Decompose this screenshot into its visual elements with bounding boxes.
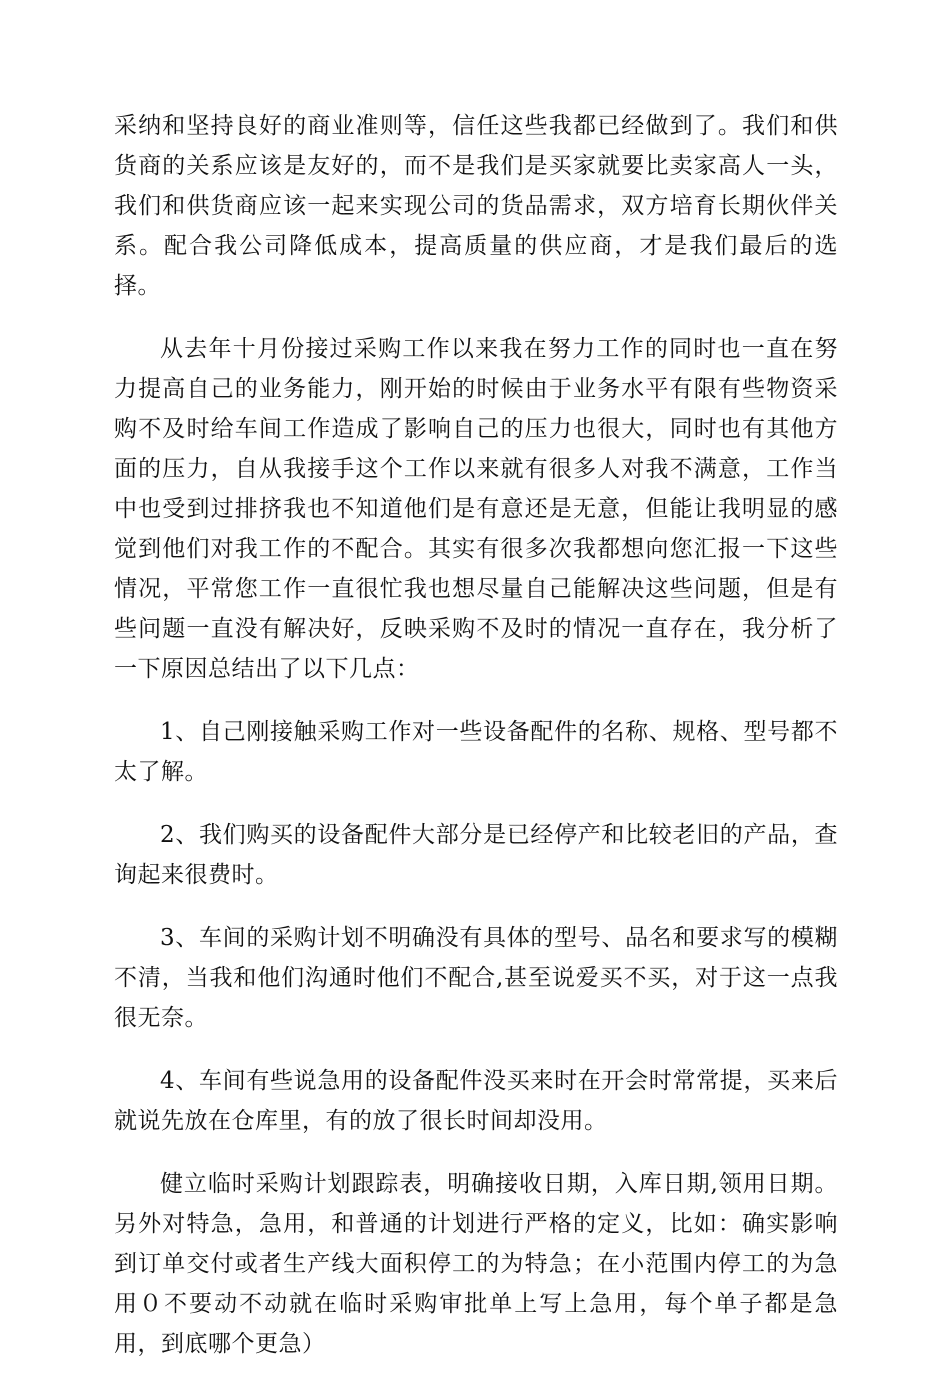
list-item-point-1: 1、自己刚接触采购工作对一些设备配件的名称、规格、型号都不太了解。 [114, 719, 838, 785]
document-body [114, 106, 838, 1387]
paragraph-tracking-plan: 健立临时采购计划跟踪表，明确接收日期，入库日期,领用日期。另外对特急，急用，和普通的计划进行严格的定义，比如：确实影响到订单交付或者生产线大面积停工的为特急；在小范围内停工的为急用０不要动不动就在临时采购审批单上写上急用，每个单子都是急用，到底哪个更急） [114, 1171, 838, 1357]
paragraph-work-review: 从去年十月份接过采购工作以来我在努力工作的同时也一直在努力提高自己的业务能力，刚开始的时候由于业务水平有限有些物资采购不及时给车间工作造成了影响自己的压力也很大，同时也有其他方面的压力，自从我接手这个工作以来就有很多人对我不满意，工作当中也受到过排挤我也不知道他们是有意还是无意，但能让我明显的感觉到他们对我工作的不配合。其实有很多次我都想向您汇报一下这些情况，平常您工作一直很忙我也想尽量自己能解决这些问题，但是有些问题一直没有解决好，反映采购不及时的情况一直存在，我分析了一下原因总结出了以下几点： [114, 336, 838, 682]
list-item-point-4: 4、车间有些说急用的设备配件没买来时在开会时常常提，买来后就说先放在仓库里，有的放了很长时间却没用。 [114, 1068, 838, 1134]
list-item-point-2: 2、我们购买的设备配件大部分是已经停产和比较老旧的产品，查询起来很费时。 [114, 822, 838, 888]
list-item-point-3: 3、车间的采购计划不明确没有具体的型号、品名和要求写的模糊不清，当我和他们沟通时他们不配合,甚至说爱买不买，对于这一点我很无奈。 [114, 925, 838, 1031]
paragraph-supplier-relations: 采纳和坚持良好的商业准则等，信任这些我都已经做到了。我们和供货商的关系应该是友好的，而不是我们是买家就要比卖家高人一头，我们和供货商应该一起来实现公司的货品需求，双方培育长期伙伴关系。配合我公司降低成本，提高质量的供应商，才是我们最后的选择。 [114, 113, 838, 299]
